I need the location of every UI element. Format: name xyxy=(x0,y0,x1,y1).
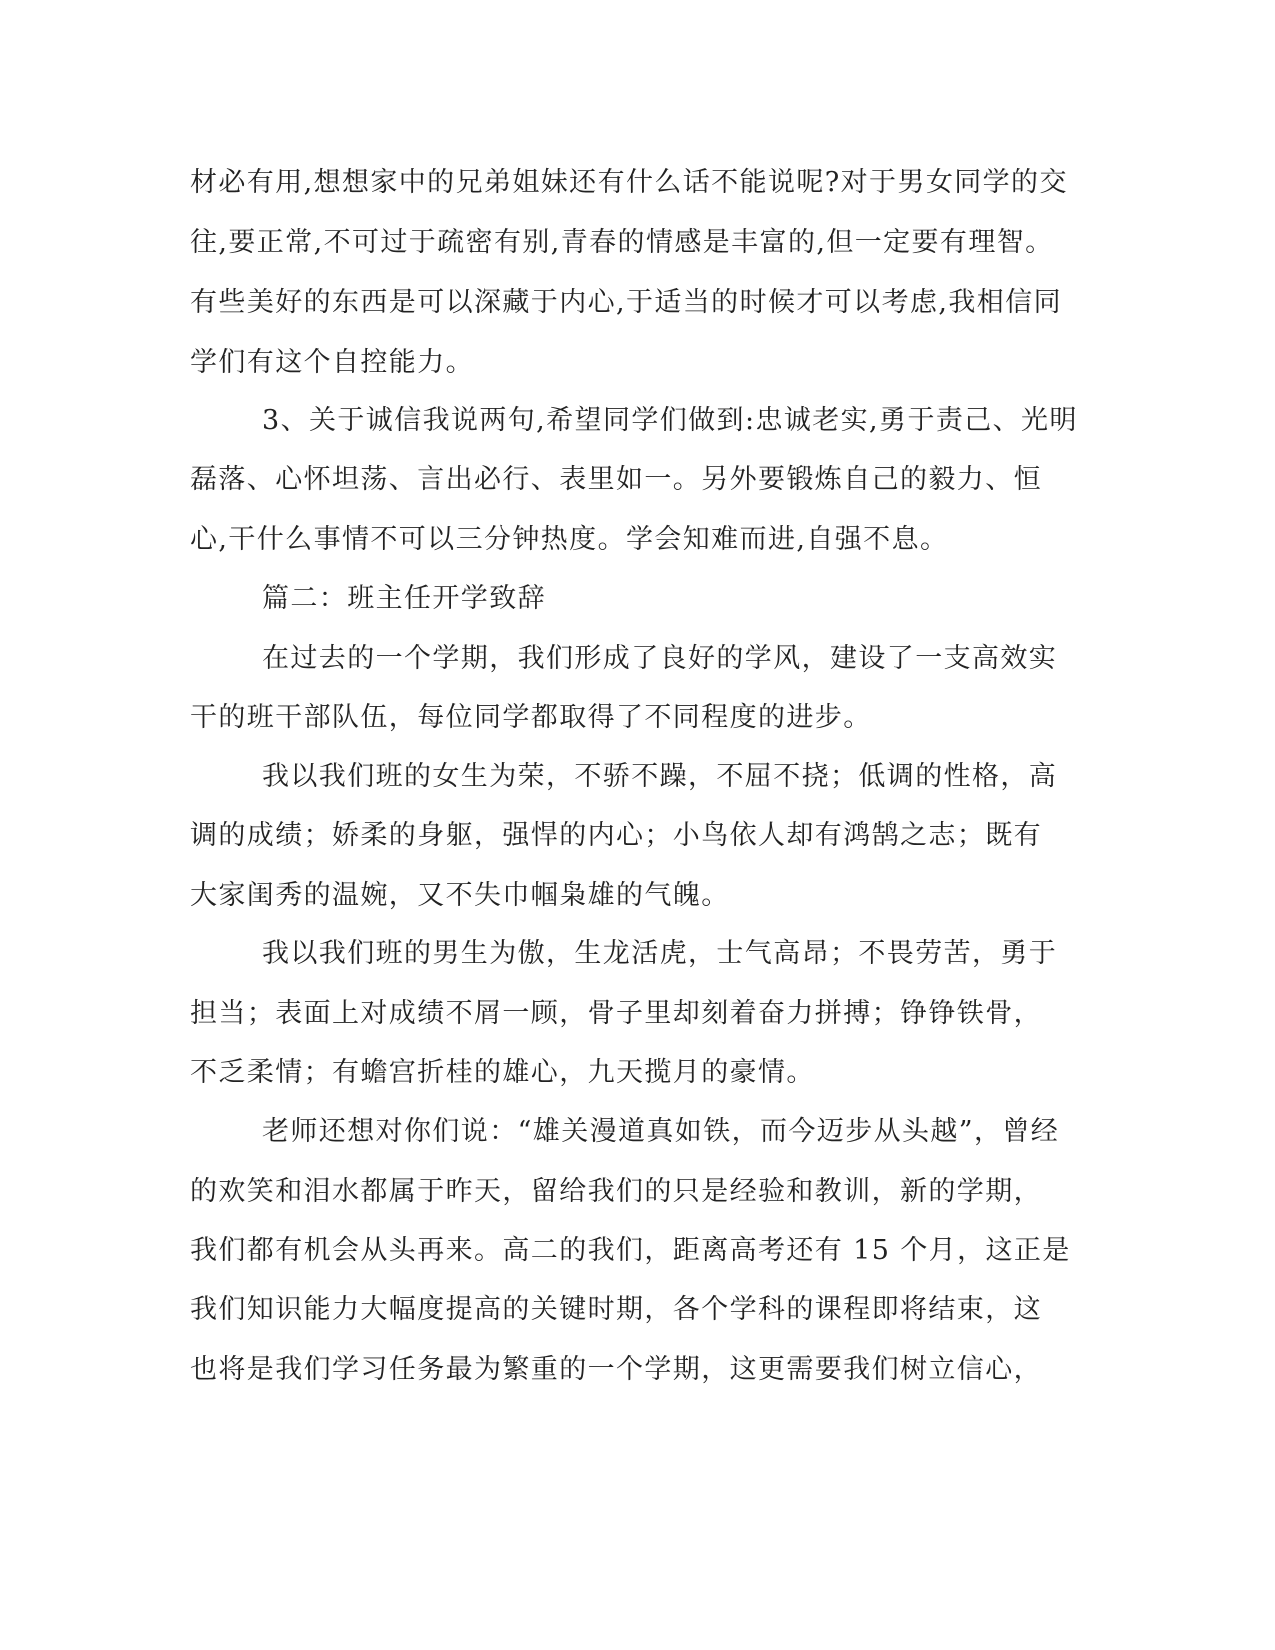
section-heading: 篇二：班主任开学致辞 xyxy=(262,583,546,614)
text-line: 干的班干部队伍，每位同学都取得了不同程度的进步。 xyxy=(190,702,872,733)
text-line: 磊落、心怀坦荡、言出必行、表里如一。另外要锻炼自己的毅力、恒 xyxy=(190,464,1042,495)
text-line: 材必有用,想想家中的兄弟姐妹还有什么话不能说呢?对于男女同学的交 xyxy=(190,167,1068,198)
paragraph-first-line: 在过去的一个学期，我们形成了良好的学风，建设了一支高效实 xyxy=(262,643,1058,674)
text-line: 调的成绩；娇柔的身躯，强悍的内心；小鸟依人却有鸿鹄之志；既有 xyxy=(190,820,1042,851)
text-line: 心,干什么事情不可以三分钟热度。学会知难而进,自强不息。 xyxy=(190,524,949,555)
text-line: 有些美好的东西是可以深藏于内心,于适当的时候才可以考虑,我相信同 xyxy=(190,287,1062,318)
text-line: 我们都有机会从头再来。高二的我们，距离高考还有 15 个月，这正是 xyxy=(190,1235,1071,1266)
paragraph-first-line: 我以我们班的女生为荣，不骄不躁，不屈不挠；低调的性格，高 xyxy=(262,761,1058,792)
paragraph-first-line: 我以我们班的男生为傲，生龙活虎，士气高昂；不畏劳苦，勇于 xyxy=(262,938,1058,969)
text-line: 不乏柔情；有蟾宫折桂的雄心，九天揽月的豪情。 xyxy=(190,1057,815,1088)
text-line: 的欢笑和泪水都属于昨天，留给我们的只是经验和教训，新的学期， xyxy=(190,1176,1042,1207)
text-line: 我们知识能力大幅度提高的关键时期，各个学科的课程即将结束，这 xyxy=(190,1294,1042,1325)
text-line: 往,要正常,不可过于疏密有别,青春的情感是丰富的,但一定要有理智。 xyxy=(190,227,1054,258)
paragraph-first-line: 3、关于诚信我说两句,希望同学们做到:忠诚老实,勇于责己、光明 xyxy=(262,405,1078,436)
paragraph-first-line: 老师还想对你们说：“雄关漫道真如铁，而今迈步从头越”，曾经 xyxy=(262,1116,1060,1147)
text-line: 也将是我们学习任务最为繁重的一个学期，这更需要我们树立信心， xyxy=(190,1354,1042,1385)
text-line: 担当；表面上对成绩不屑一顾，骨子里却刻着奋力拼搏；铮铮铁骨， xyxy=(190,998,1042,1029)
text-line: 学们有这个自控能力。 xyxy=(190,347,474,378)
text-line: 大家闺秀的温婉，又不失巾帼枭雄的气魄。 xyxy=(190,880,730,911)
